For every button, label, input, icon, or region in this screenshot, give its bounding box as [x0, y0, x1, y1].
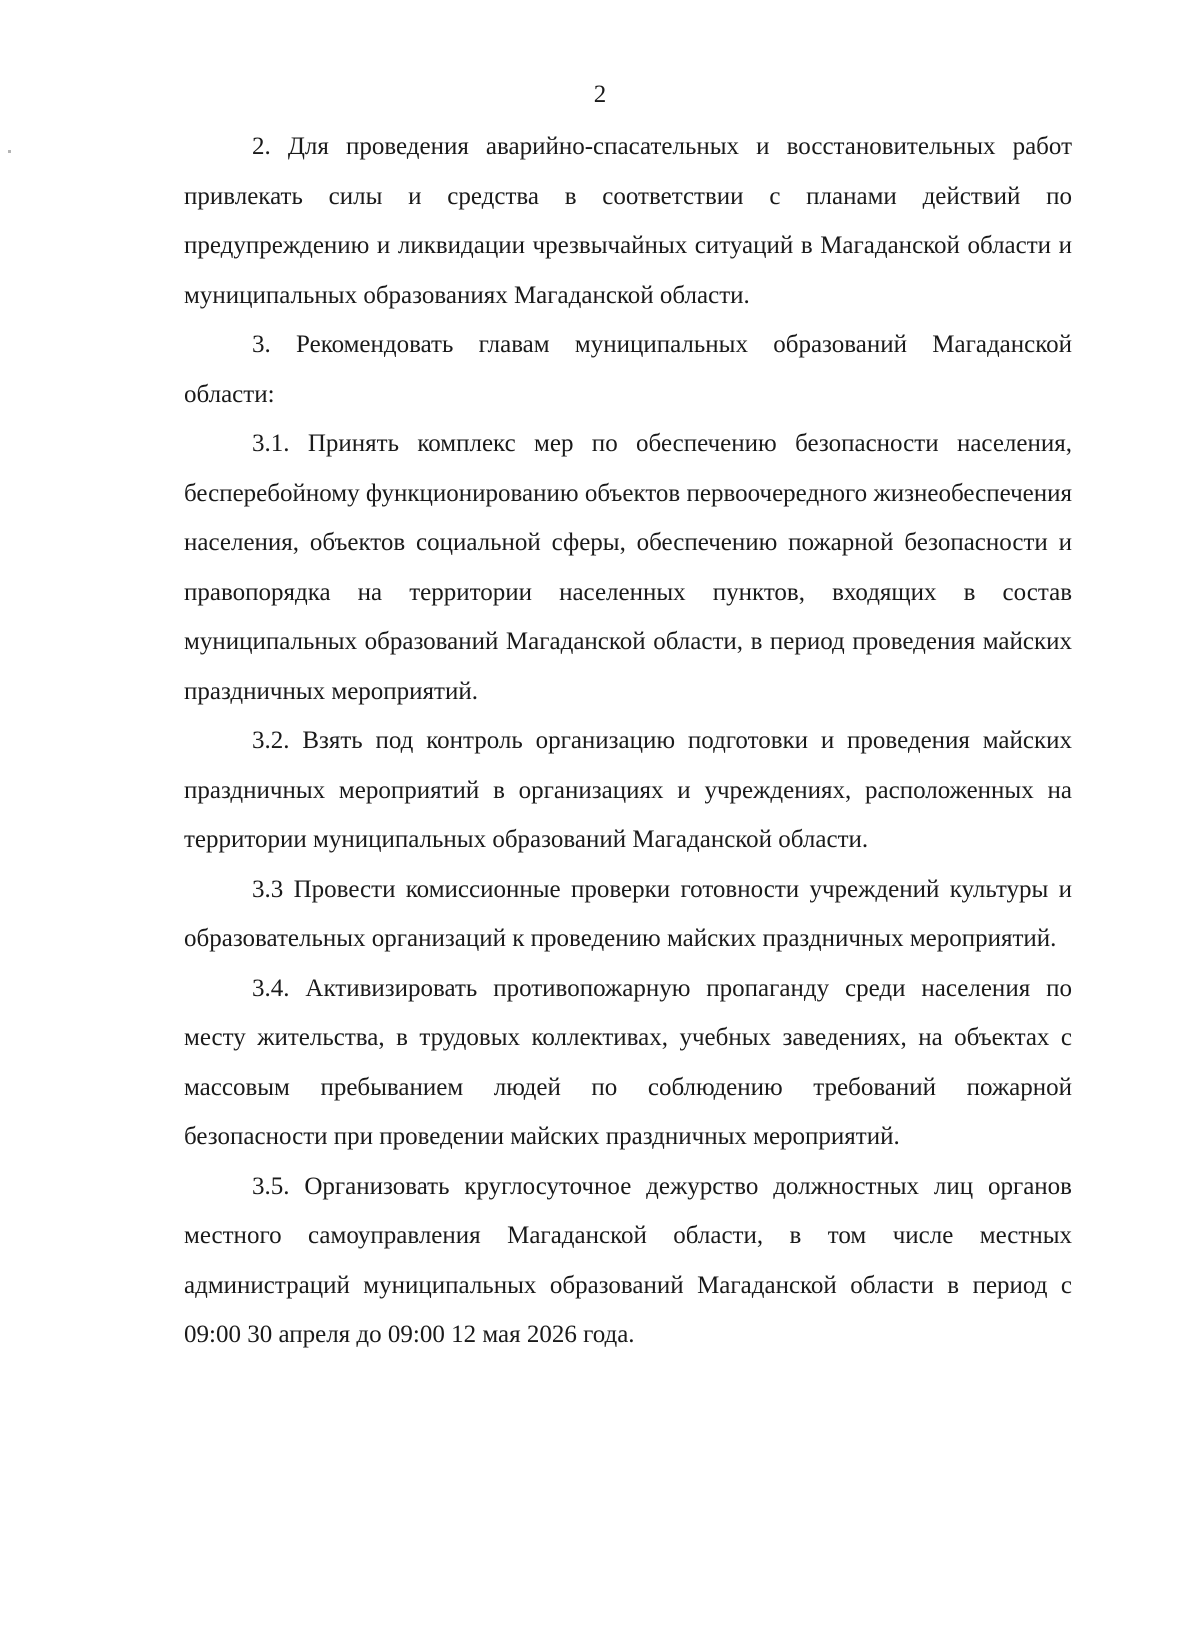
paragraph-3-4: 3.4. Активизировать противопожарную пропаганду среди населения по месту жительства, в трудовых коллективах, учебных заведениях, на объектах с массовым пребыванием людей по соблюдению требований пожарной безопасности при проведении майских праздничных мероприятий.	[184, 974, 1072, 1150]
paragraph-3-1: 3.1. Принять комплекс мер по обеспечению безопасности населения, бесперебойному функционированию объектов первоочередного жизнеобеспечения населения, объектов социальной сферы, обеспечению пожарной безопасности и правопорядка на территории населенных пунктов, входящих в состав муниципальных образований Магаданской области, в период проведения майских праздничных мероприятий.	[184, 430, 1072, 705]
paragraph-2: 2. Для проведения аварийно-спасательных и восстановительных работ привлекать силы и средства в соответствии с планами действий по предупреждению и ликвидации чрезвычайных ситуаций в Магаданской области и муниципальных образованиях Магаданской области.	[184, 133, 1072, 309]
document-body	[184, 122, 1072, 1360]
paragraph-3-5: 3.5. Организовать круглосуточное дежурство должностных лиц органов местного самоуправления Магаданской области, в том числе местных администраций муниципальных образований Магаданской области в период с 09:00 30 апреля до 09:00 12 мая 2026 года.	[184, 1172, 1072, 1348]
paragraph-3-3: 3.3 Провести комиссионные проверки готовности учреждений культуры и образовательных организаций к проведению майских праздничных мероприятий.	[184, 875, 1072, 952]
scan-mark	[8, 150, 11, 153]
paragraph-3-2: 3.2. Взять под контроль организацию подготовки и проведения майских праздничных мероприятий в организациях и учреждениях, расположенных на территории муниципальных образований Магаданской области.	[184, 727, 1072, 853]
page-number: 2	[593, 81, 607, 108]
paragraph-3: 3. Рекомендовать главам муниципальных образований Магаданской области:	[184, 331, 1072, 408]
